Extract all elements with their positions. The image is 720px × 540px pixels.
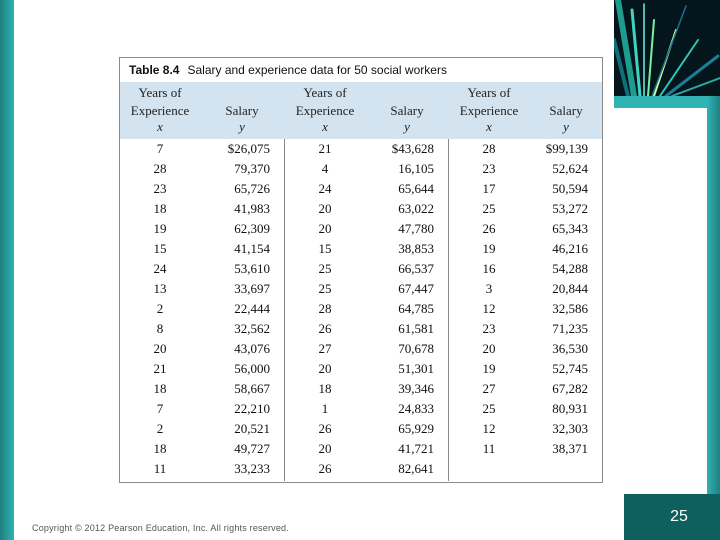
table-row xyxy=(120,139,602,159)
table-row xyxy=(120,219,602,239)
years-experience-cell: 1 xyxy=(321,401,329,416)
header-years-2-bottom: Experience xyxy=(295,103,355,118)
years-experience-cell: 20 xyxy=(318,441,332,456)
salary-cell: 50,594 xyxy=(552,181,588,196)
years-experience-cell: 23 xyxy=(482,321,496,336)
corner-accent-block xyxy=(614,96,707,108)
table-label: Table 8.4 xyxy=(129,63,180,77)
years-experience-cell: 19 xyxy=(153,221,167,236)
years-experience-cell: 28 xyxy=(153,161,167,176)
years-experience-cell: 18 xyxy=(318,381,332,396)
salary-cell: 20,521 xyxy=(234,421,270,436)
salary-cell: 53,272 xyxy=(552,201,588,216)
header-x-symbol-3: x xyxy=(486,119,492,134)
table-row xyxy=(120,359,602,379)
salary-cell: 22,444 xyxy=(234,301,270,316)
years-experience-cell: 8 xyxy=(156,321,164,336)
salary-cell: 56,000 xyxy=(234,361,270,376)
years-experience-cell: 19 xyxy=(482,361,496,376)
table-row xyxy=(120,419,602,439)
header-y-symbol-3: y xyxy=(563,119,569,134)
salary-cell: 20,844 xyxy=(552,281,588,296)
table-row xyxy=(120,159,602,179)
years-experience-cell: 26 xyxy=(318,321,332,336)
salary-cell: 47,780 xyxy=(398,221,434,236)
table-row xyxy=(120,179,602,199)
years-experience-cell: 7 xyxy=(156,141,164,156)
salary-table xyxy=(119,57,603,483)
years-experience-cell: 16 xyxy=(482,261,496,276)
years-experience-cell: 24 xyxy=(153,261,167,276)
years-experience-cell: 21 xyxy=(153,361,167,376)
table-header xyxy=(120,82,602,139)
salary-cell: 65,929 xyxy=(398,421,434,436)
salary-cell: 33,697 xyxy=(234,281,270,296)
salary-cell: 38,371 xyxy=(552,441,588,456)
salary-cell: 63,022 xyxy=(398,201,434,216)
years-experience-cell: 12 xyxy=(482,301,496,316)
salary-cell: $43,628 xyxy=(391,141,434,156)
table-row xyxy=(120,199,602,219)
salary-cell: 61,581 xyxy=(398,321,434,336)
salary-cell xyxy=(530,459,602,479)
table-row xyxy=(120,379,602,399)
table-row xyxy=(120,339,602,359)
years-experience-cell: 4 xyxy=(321,161,329,176)
header-years-1-bottom: Experience xyxy=(130,103,190,118)
salary-cell: 22,210 xyxy=(234,401,270,416)
table-title: Salary and experience data for 50 social workers xyxy=(187,63,447,77)
salary-cell: 24,833 xyxy=(398,401,434,416)
salary-cell: 67,282 xyxy=(552,381,588,396)
salary-cell: 49,727 xyxy=(234,441,270,456)
salary-cell: 79,370 xyxy=(234,161,270,176)
years-experience-cell: 28 xyxy=(318,301,332,316)
table-row xyxy=(120,279,602,299)
years-experience-cell: 20 xyxy=(153,341,167,356)
years-experience-cell xyxy=(448,459,530,479)
years-experience-cell: 23 xyxy=(153,181,167,196)
table-row xyxy=(120,319,602,339)
table-body xyxy=(120,139,602,481)
salary-cell: 58,667 xyxy=(234,381,270,396)
page-number: 25 xyxy=(670,508,688,525)
years-experience-cell: 3 xyxy=(485,281,493,296)
years-experience-cell: 21 xyxy=(318,141,332,156)
salary-cell: 62,309 xyxy=(234,221,270,236)
decorative-light-streaks-image xyxy=(614,0,720,96)
years-experience-cell: 19 xyxy=(482,241,496,256)
salary-cell: 65,726 xyxy=(234,181,270,196)
header-x-symbol-2: x xyxy=(322,119,328,134)
salary-cell: 70,678 xyxy=(398,341,434,356)
years-experience-cell: 26 xyxy=(318,421,332,436)
left-accent-bar xyxy=(0,0,14,540)
header-salary-2: Salary xyxy=(390,103,424,118)
salary-cell: 66,537 xyxy=(398,261,434,276)
years-experience-cell: 20 xyxy=(482,341,496,356)
years-experience-cell: 26 xyxy=(318,461,332,476)
salary-cell: 71,235 xyxy=(552,321,588,336)
years-experience-cell: 15 xyxy=(318,241,332,256)
header-salary-1: Salary xyxy=(225,103,259,118)
header-years-3-top: Years of xyxy=(467,85,511,100)
years-experience-cell: 18 xyxy=(153,201,167,216)
header-salary-3: Salary xyxy=(549,103,583,118)
salary-cell: 46,216 xyxy=(552,241,588,256)
salary-cell: 38,853 xyxy=(398,241,434,256)
salary-cell: 41,983 xyxy=(234,201,270,216)
years-experience-cell: 24 xyxy=(318,181,332,196)
years-experience-cell: 28 xyxy=(482,141,496,156)
years-experience-cell: 25 xyxy=(318,281,332,296)
years-experience-cell: 25 xyxy=(482,401,496,416)
table-caption xyxy=(129,63,447,77)
salary-cell: 16,105 xyxy=(398,161,434,176)
years-experience-cell: 13 xyxy=(153,281,167,296)
years-experience-cell: 27 xyxy=(482,381,496,396)
copyright-text: Copyright © 2012 Pearson Education, Inc. All rights reserved. xyxy=(32,523,289,533)
years-experience-cell: 12 xyxy=(482,421,496,436)
salary-cell: 39,346 xyxy=(398,381,434,396)
years-experience-cell: 25 xyxy=(482,201,496,216)
salary-cell: 67,447 xyxy=(398,281,434,296)
years-experience-cell: 18 xyxy=(153,381,167,396)
years-experience-cell: 11 xyxy=(482,441,496,456)
header-y-symbol-1: y xyxy=(239,119,245,134)
salary-cell: 33,233 xyxy=(234,461,270,476)
header-x-symbol-1: x xyxy=(157,119,163,134)
years-experience-cell: 20 xyxy=(318,361,332,376)
header-years-2-top: Years of xyxy=(303,85,347,100)
salary-cell: 82,641 xyxy=(398,461,434,476)
table-row xyxy=(120,299,602,319)
salary-cell: 54,288 xyxy=(552,261,588,276)
salary-cell: 52,745 xyxy=(552,361,588,376)
table-row xyxy=(120,259,602,279)
salary-cell: 32,586 xyxy=(552,301,588,316)
salary-cell: 52,624 xyxy=(552,161,588,176)
years-experience-cell: 17 xyxy=(482,181,496,196)
column-divider xyxy=(448,139,449,481)
years-experience-cell: 26 xyxy=(482,221,496,236)
years-experience-cell: 2 xyxy=(156,301,164,316)
years-experience-cell: 18 xyxy=(153,441,167,456)
years-experience-cell: 7 xyxy=(156,401,164,416)
table-row xyxy=(120,399,602,419)
salary-cell: 65,343 xyxy=(552,221,588,236)
years-experience-cell: 15 xyxy=(153,241,167,256)
table-row xyxy=(120,459,602,479)
table-row xyxy=(120,239,602,259)
years-experience-cell: 25 xyxy=(318,261,332,276)
header-years-3-bottom: Experience xyxy=(459,103,519,118)
header-years-1-top: Years of xyxy=(138,85,182,100)
years-experience-cell: 11 xyxy=(153,461,167,476)
years-experience-cell: 2 xyxy=(156,421,164,436)
table-row xyxy=(120,439,602,459)
salary-cell: 32,303 xyxy=(552,421,588,436)
salary-cell: 65,644 xyxy=(398,181,434,196)
salary-cell: 41,154 xyxy=(234,241,270,256)
salary-cell: 51,301 xyxy=(398,361,434,376)
salary-cell: 36,530 xyxy=(552,341,588,356)
years-experience-cell: 20 xyxy=(318,201,332,216)
salary-cell: 41,721 xyxy=(398,441,434,456)
column-divider xyxy=(284,139,285,481)
salary-cell: $26,075 xyxy=(227,141,270,156)
salary-cell: 43,076 xyxy=(234,341,270,356)
years-experience-cell: 23 xyxy=(482,161,496,176)
salary-cell: 53,610 xyxy=(234,261,270,276)
years-experience-cell: 27 xyxy=(318,341,332,356)
salary-cell: 80,931 xyxy=(552,401,588,416)
salary-cell: $99,139 xyxy=(545,141,588,156)
salary-cell: 32,562 xyxy=(234,321,270,336)
years-experience-cell: 20 xyxy=(318,221,332,236)
salary-cell: 64,785 xyxy=(398,301,434,316)
header-y-symbol-2: y xyxy=(404,119,410,134)
